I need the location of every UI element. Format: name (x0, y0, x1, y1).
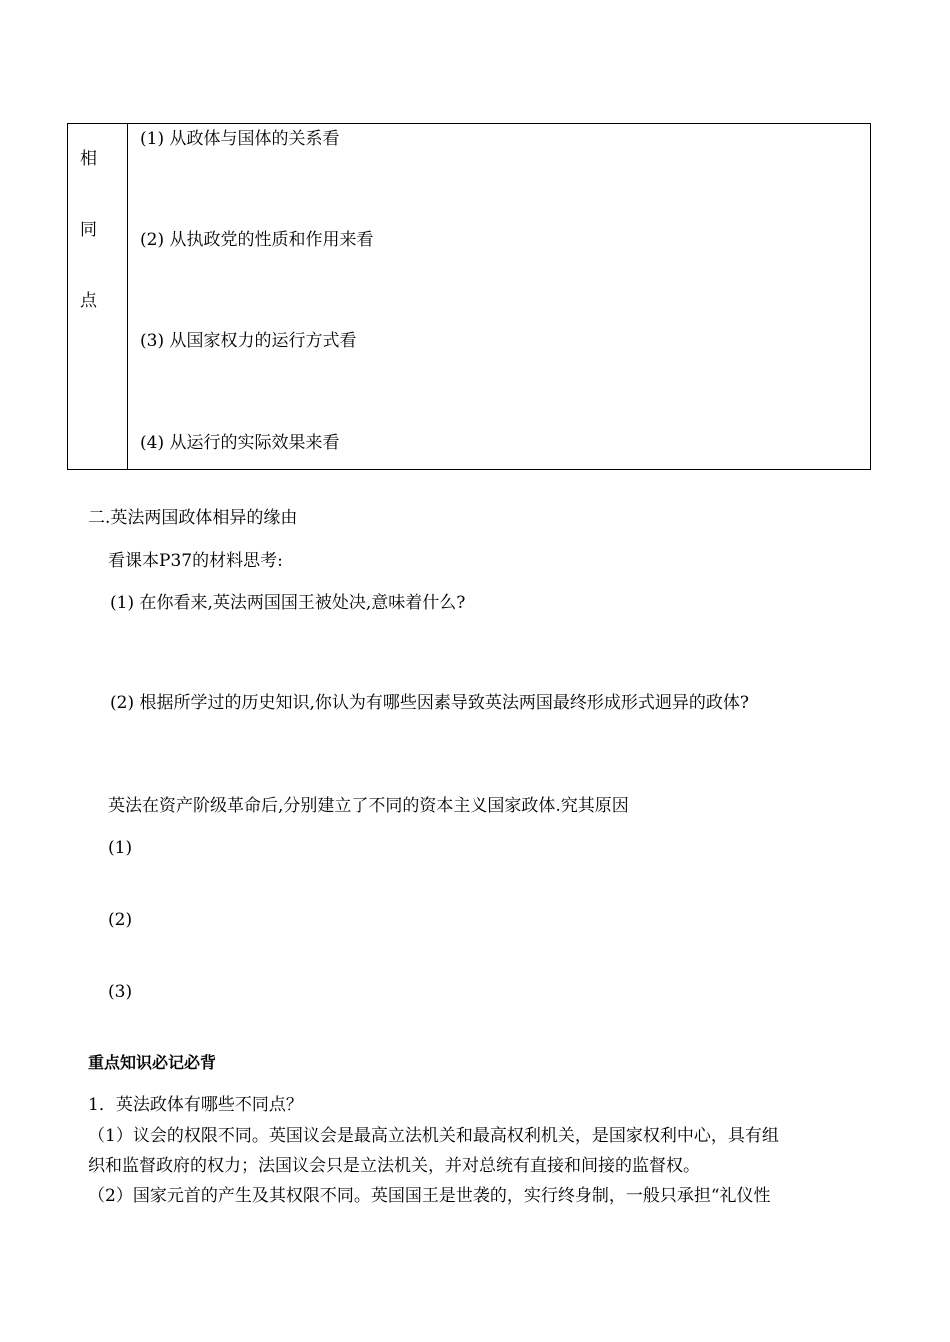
table-row: (4) 从运行的实际效果来看 (140, 433, 340, 453)
conclusion-text: 英法在资产阶级革命后,分别建立了不同的资本主义国家政体.究其原因 (108, 796, 629, 816)
section-heading: 二.英法两国政体相异的缘由 (88, 508, 298, 528)
paragraph-line: （2）国家元首的产生及其权限不同。英国国王是世袭的，实行终身制，一般只承担“礼仪性 (88, 1186, 771, 1206)
key-points-heading: 重点知识必记必背 (88, 1053, 217, 1072)
key-question-1: 1．英法政体有哪些不同点？ (88, 1095, 303, 1115)
table-row: (2) 从执政党的性质和作用来看 (140, 230, 374, 250)
reason-item: (3) (108, 982, 133, 1002)
similarities-table (67, 123, 871, 470)
reason-item: (2) (108, 910, 133, 930)
question-1: (1) 在你看来,英法两国国王被处决,意味着什么? (110, 593, 466, 613)
paragraph-line: （1）议会的权限不同。英国议会是最高立法机关和最高权利机关，是国家权利中心，具有组 (88, 1126, 779, 1146)
table-row: (1) 从政体与国体的关系看 (140, 129, 340, 149)
side-label-char: 相 (80, 149, 97, 169)
side-label-char: 同 (80, 220, 97, 240)
table-column-divider (127, 124, 128, 469)
reason-item: (1) (108, 838, 133, 858)
section-intro: 看课本P37的材料思考: (108, 551, 283, 571)
question-2: (2) 根据所学过的历史知识,你认为有哪些因素导致英法两国最终形成形式迥异的政体? (110, 693, 750, 713)
table-row: (3) 从国家权力的运行方式看 (140, 331, 357, 351)
paragraph-line: 织和监督政府的权力；法国议会只是立法机关，并对总统有直接和间接的监督权。 (88, 1156, 700, 1176)
side-label-char: 点 (80, 291, 97, 311)
